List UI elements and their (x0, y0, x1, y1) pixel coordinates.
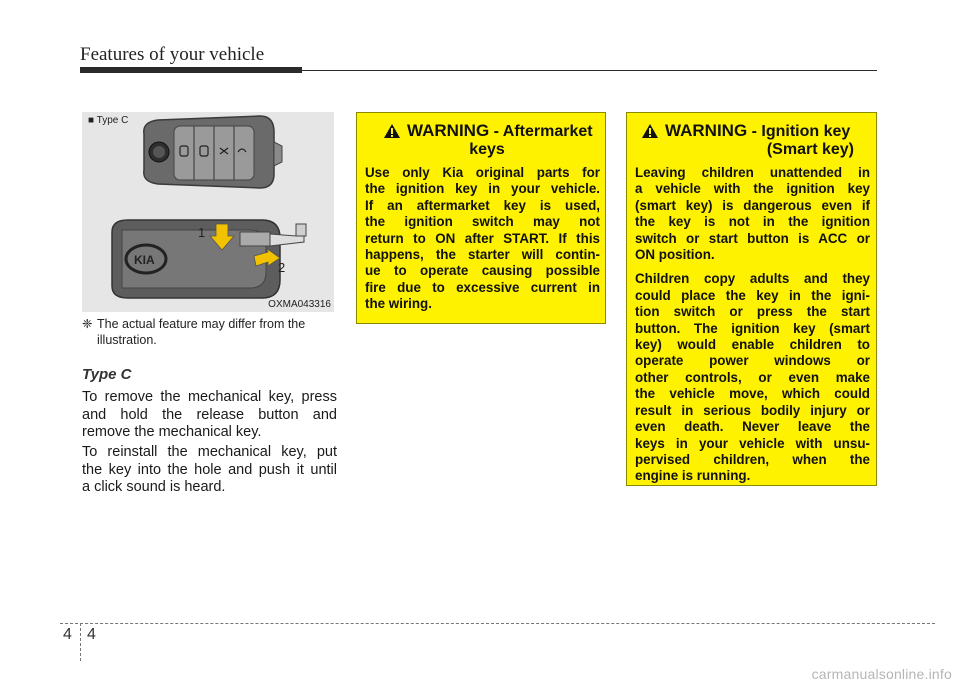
warning-title-line-2: (Smart key) (766, 141, 854, 158)
ignition-line: result in serious bodily injury or (635, 402, 870, 418)
aftermarket-line: the ignition switch may not (365, 214, 600, 230)
warning-body-aftermarket (365, 165, 600, 313)
warning-title-rest: - Aftermarket (489, 123, 593, 140)
ignition-line: switch or start button is ACC or (635, 230, 870, 246)
warning-word: WARNING (407, 121, 490, 140)
ignition-line: the vehicle move, which could (635, 386, 870, 402)
watermark: carmanualsonline.info (811, 666, 952, 682)
note-symbol-icon: ❈ (82, 317, 93, 331)
aftermarket-line: If an aftermarket key is used, (365, 197, 600, 213)
page-number: 4 (87, 626, 96, 643)
aftermarket-line: the wiring. (365, 296, 432, 312)
ignition-line: Children copy adults and they (635, 271, 870, 287)
ignition-line: button. The ignition key (smart (635, 320, 870, 336)
ignition-line: the key is not in the ignition (635, 214, 870, 230)
warning-triangle-icon (641, 123, 659, 139)
warning-box-ignition (626, 112, 877, 486)
warning-title-rest: - Ignition key (747, 123, 851, 140)
smart-key-fob-top (144, 116, 282, 188)
figure-type-label: ■ Type C (88, 115, 129, 126)
remove-key-paragraph (82, 389, 337, 442)
illustration-note (82, 316, 337, 348)
footer-rule (60, 623, 935, 624)
ignition-line: ON position. (635, 247, 715, 263)
reinstall-line-1: To reinstall the mechanical key, put (82, 444, 337, 460)
aftermarket-line: fire due to excessive current in (365, 279, 600, 295)
ignition-line: (smart key) is dangerous even if (635, 197, 870, 213)
svg-text:KIA: KIA (134, 253, 155, 267)
ignition-line: other controls, or even make (635, 369, 870, 385)
aftermarket-line: ue to operate causing possible (365, 263, 600, 279)
warning-triangle-icon (383, 123, 401, 139)
ignition-line: Leaving children unattended in (635, 165, 870, 180)
smart-key-drawing (82, 112, 334, 312)
ignition-line: pervised children, when the (635, 451, 870, 467)
remove-line-2: and hold the release button and (82, 406, 337, 423)
aftermarket-line: the ignition key in your vehicle. (365, 181, 600, 197)
note-line-2: illustration. (97, 333, 157, 347)
footer-divider (80, 623, 81, 661)
note-line-1: The actual feature may differ from the (97, 317, 306, 331)
chapter-number: 4 (63, 626, 72, 643)
ignition-line: keys in your vehicle with unsu- (635, 435, 870, 451)
remove-line-1: To remove the mechanical key, press (82, 389, 337, 405)
ignition-line: could place the key in the igni- (635, 287, 870, 303)
key-illustration (82, 112, 334, 312)
section-heading: Type C (82, 366, 132, 383)
ignition-line: engine is running. (635, 468, 751, 484)
callout-2: 2 (278, 260, 286, 275)
ignition-line: key) would enable children to (635, 337, 870, 353)
paragraph-gap (635, 263, 870, 271)
figure-code: OXMA043316 (268, 299, 331, 310)
reinstall-line-2: the key into the hole and push it until (82, 461, 337, 478)
ignition-line: operate power windows or (635, 353, 870, 369)
warning-title-line-2: keys (469, 141, 505, 158)
warning-body-ignition (635, 165, 870, 485)
ignition-line: tion switch or press the start (635, 304, 870, 320)
aftermarket-line: return to ON after START. If this (365, 230, 600, 246)
warning-word: WARNING (665, 121, 748, 140)
aftermarket-line: happens, the starter will contin- (365, 247, 600, 263)
remove-line-3: remove the mechanical key. (82, 424, 262, 440)
reinstall-key-paragraph (82, 444, 337, 497)
warning-box-aftermarket (356, 112, 606, 324)
reinstall-line-3: a click sound is heard. (82, 479, 226, 495)
warning-title-aftermarket (407, 122, 597, 159)
header-bar (80, 67, 302, 73)
warning-title-ignition (665, 122, 870, 159)
aftermarket-line: Use only Kia original parts for (365, 165, 600, 180)
ignition-line: a vehicle with the ignition key (635, 181, 870, 197)
page-header-title: Features of your vehicle (80, 44, 265, 65)
callout-1: 1 (198, 225, 206, 240)
ignition-line: even death. Never leave the (635, 419, 870, 435)
header-rule (302, 70, 877, 71)
